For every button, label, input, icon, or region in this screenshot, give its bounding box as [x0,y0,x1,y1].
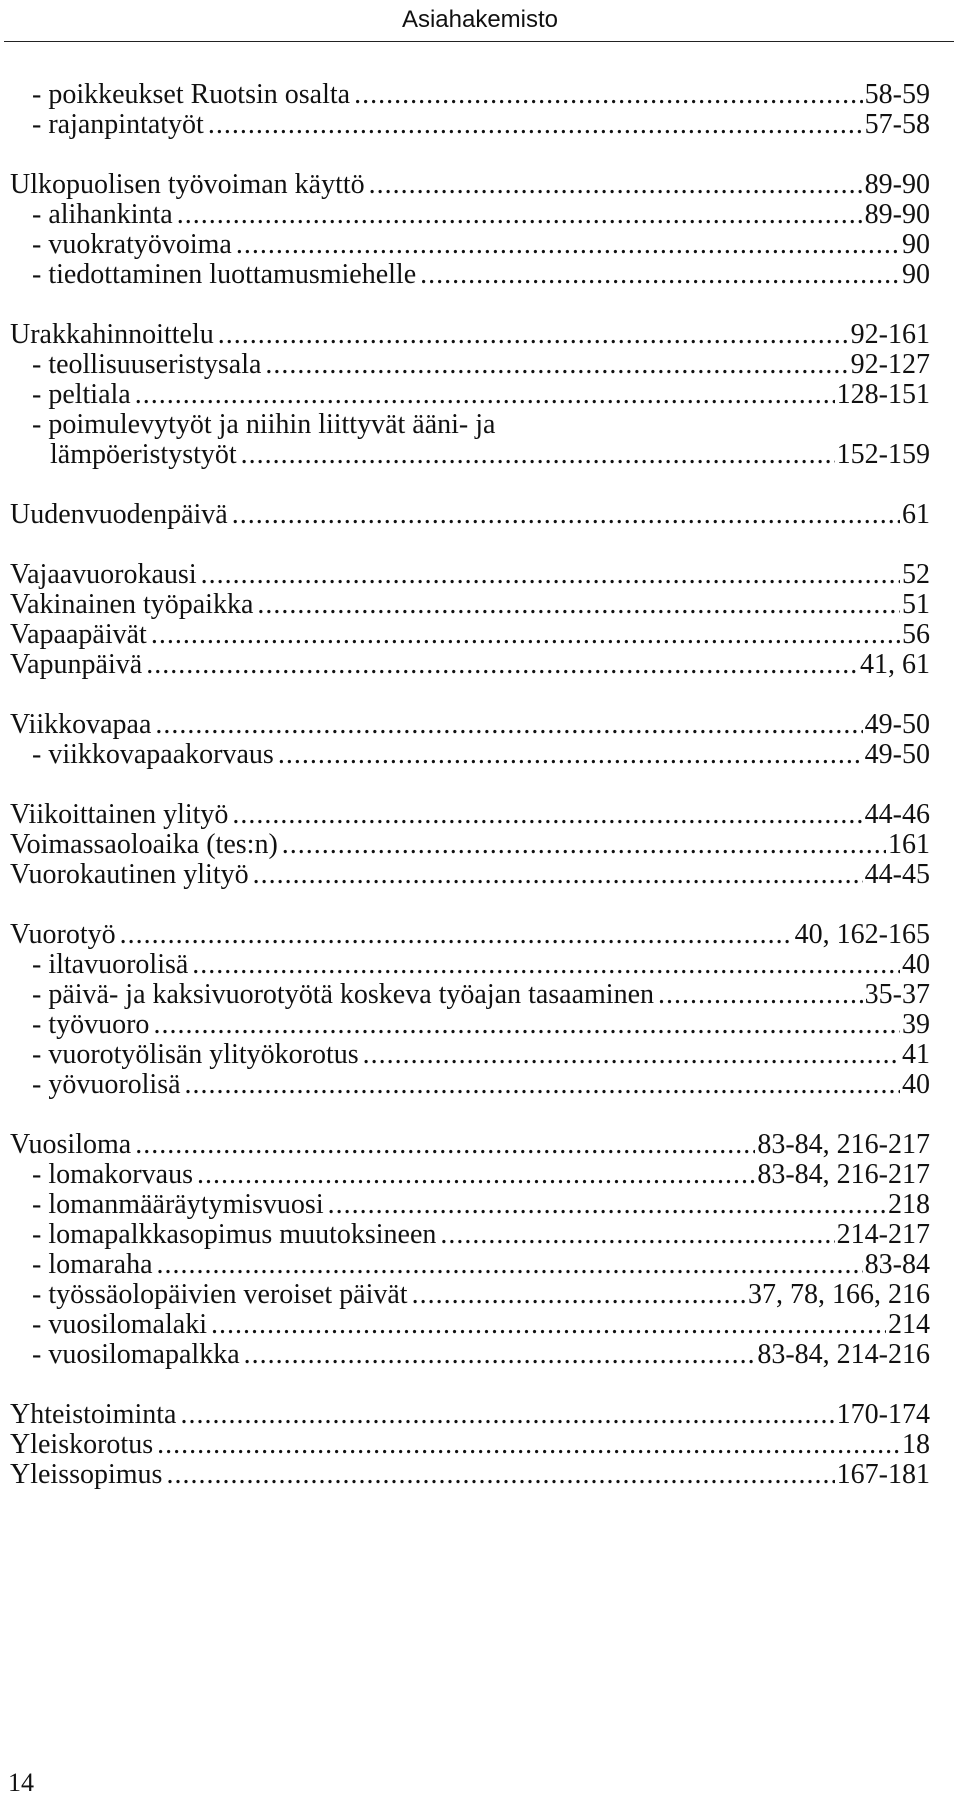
index-entry [10,318,930,352]
index-term: - vuokratyövoima [32,229,232,260]
index-entry [10,828,930,862]
dot-leader [363,1038,900,1072]
index-pages: 37, 78, 166, 216 [748,1279,930,1310]
dot-leader [180,1398,834,1432]
dot-leader [658,978,863,1012]
index-pages: 56 [902,619,930,650]
index-pages: 52 [902,559,930,590]
dot-leader [155,708,862,742]
header-divider [4,41,954,42]
index-pages: 161 [888,829,930,860]
dot-leader [257,588,900,622]
index-pages: 83-84 [864,1249,930,1280]
dot-leader [157,1248,863,1282]
index-term: Vajaavuorokausi [10,559,197,590]
index-pages: 18 [902,1429,930,1460]
index-term: lämpöeristystyöt [50,439,237,470]
index-pages: 83-84, 216-217 [757,1159,930,1190]
index-term: - tiedottaminen luottamusmiehelle [32,259,417,290]
dot-leader [241,438,835,472]
index-entry [10,438,930,472]
dot-leader [192,948,900,982]
dot-leader [185,1068,900,1102]
index-pages: 35-37 [864,979,930,1010]
index-pages: 214-217 [836,1219,930,1250]
index-entry [10,918,930,952]
index-pages: 83-84, 216-217 [757,1129,930,1160]
index-term: Urakkahinnoittelu [10,319,214,350]
index-pages: 83-84, 214-216 [757,1339,930,1370]
index-pages: 218 [888,1189,930,1220]
index-pages: 61 [902,499,930,530]
dot-leader [253,858,863,892]
index-term: - vuorotyölisän ylityökorotus [32,1039,359,1070]
dot-leader [135,1128,755,1162]
index-entry [10,1338,930,1372]
index-term: - alihankinta [32,199,173,230]
index-pages: 152-159 [836,439,930,470]
index-term: Vuorokautinen ylityö [10,859,249,890]
index-entry [10,108,930,142]
index-term: Yleiskorotus [10,1429,154,1460]
index-pages: 51 [902,589,930,620]
dot-leader [151,618,900,652]
index-pages: 40 [902,949,930,980]
index-term: - poimulevytyöt ja niihin liittyvät ääni- ja [32,409,496,440]
index-entry [10,498,930,532]
index-term: - yövuorolisä [32,1069,181,1100]
index-pages: 92-127 [850,349,930,380]
index-entry [10,1248,930,1282]
index-pages: 39 [902,1009,930,1040]
index-entry [10,408,930,442]
index-pages: 90 [902,259,930,290]
index-pages: 49-50 [864,709,930,740]
index-term: Viikkovapaa [10,709,152,740]
dot-leader [244,1338,756,1372]
dot-leader [146,648,858,682]
index-pages: 40, 162-165 [794,919,930,950]
dot-leader [157,1428,900,1462]
index-entry [10,618,930,652]
dot-leader [328,1188,886,1222]
index-term: Ulkopuolisen työvoiman käyttö [10,169,365,200]
index-entry [10,798,930,832]
index-term: - vuosilomapalkka [32,1339,240,1370]
index-term: - lomaraha [32,1249,153,1280]
index-pages: 167-181 [836,1459,930,1490]
index-term: Yleissopimus [10,1459,163,1490]
index-entry [10,1128,930,1162]
dot-leader [282,828,886,862]
index-entry [10,558,930,592]
page-number: 14 [8,1768,34,1797]
page-header [0,0,960,44]
index-entry [10,1398,930,1432]
index-term: - rajanpintatyöt [32,109,204,140]
index-pages: 89-90 [864,199,930,230]
index-entry [10,1308,930,1342]
dot-leader [211,1308,886,1342]
index-entry [10,1218,930,1252]
index-term: - viikkovapaakorvaus [32,739,274,770]
dot-leader [232,798,862,832]
index-entry [10,78,930,112]
dot-leader [369,168,863,202]
index-pages: 41 [902,1039,930,1070]
index-term: Uudenvuodenpäivä [10,499,228,530]
index-term: - työssäolopäivien veroiset päivät [32,1279,408,1310]
index-pages: 128-151 [836,379,930,410]
index-pages: 92-161 [850,319,930,350]
index-term: - peltiala [32,379,131,410]
index-term: - poikkeukset Ruotsin osalta [32,79,351,110]
index-entry [10,588,930,622]
dot-leader [197,1158,755,1192]
index-entry [10,1458,930,1492]
index-pages: 58-59 [864,79,930,110]
index-entry [10,1038,930,1072]
index-entry [10,1428,930,1462]
index-pages: 170-174 [836,1399,930,1430]
index-pages: 41, 61 [860,649,930,680]
dot-leader [412,1278,746,1312]
dot-leader [278,738,863,772]
index-entry [10,198,930,232]
index-pages: 89-90 [864,169,930,200]
index-term: Vakinainen työpaikka [10,589,254,620]
index-term: - teollisuuseristysala [32,349,262,380]
index-entry [10,708,930,742]
index-entry [10,978,930,1012]
dot-leader [177,198,863,232]
dot-leader [354,78,863,112]
page-title: Asiahakemisto [401,6,559,33]
index-entry [10,1068,930,1102]
index-term: - lomanmääräytymisvuosi [32,1189,324,1220]
dot-leader [201,558,900,592]
index-term: Viikoittainen ylityö [10,799,229,830]
index-pages: 57-58 [864,109,930,140]
dot-leader [236,228,900,262]
index-term: Vapaapäivät [10,619,147,650]
index-entry [10,738,930,772]
index-pages: 44-46 [864,799,930,830]
index-term: - työvuoro [32,1009,150,1040]
dot-leader [208,108,863,142]
index-term: - vuosilomalaki [32,1309,207,1340]
index-entry [10,1278,930,1312]
dot-leader [265,348,848,382]
index-term: Voimassaoloaika (tes:n) [10,829,278,860]
index-term: Vuosiloma [10,1129,132,1160]
index-entry [10,858,930,892]
dot-leader [440,1218,834,1252]
index-entry [10,648,930,682]
index-entry [10,948,930,982]
index-entry [10,1008,930,1042]
index-pages: 49-50 [864,739,930,770]
index-entry [10,378,930,412]
index-pages: 214 [888,1309,930,1340]
index-entry [10,348,930,382]
index-entry [10,168,930,202]
index-entry [10,228,930,262]
index-term: Yhteistoiminta [10,1399,177,1430]
index-term: Vapunpäivä [10,649,143,680]
dot-leader [420,258,900,292]
index-term: - lomapalkkasopimus muutoksineen [32,1219,437,1250]
index-entry [10,1158,930,1192]
dot-leader [232,498,900,532]
dot-leader [135,378,835,412]
index-term: - iltavuorolisä [32,949,189,980]
index-pages: 90 [902,229,930,260]
dot-leader [153,1008,900,1042]
index-pages: 40 [902,1069,930,1100]
index-entry [10,1188,930,1222]
dot-leader [166,1458,834,1492]
index-entry [10,258,930,292]
index-term: - lomakorvaus [32,1159,193,1190]
dot-leader [120,918,793,952]
index-term: - päivä- ja kaksivuorotyötä koskeva työajan tasaaminen [32,979,655,1010]
index-pages: 44-45 [864,859,930,890]
dot-leader [218,318,849,352]
index-term: Vuorotyö [10,919,116,950]
